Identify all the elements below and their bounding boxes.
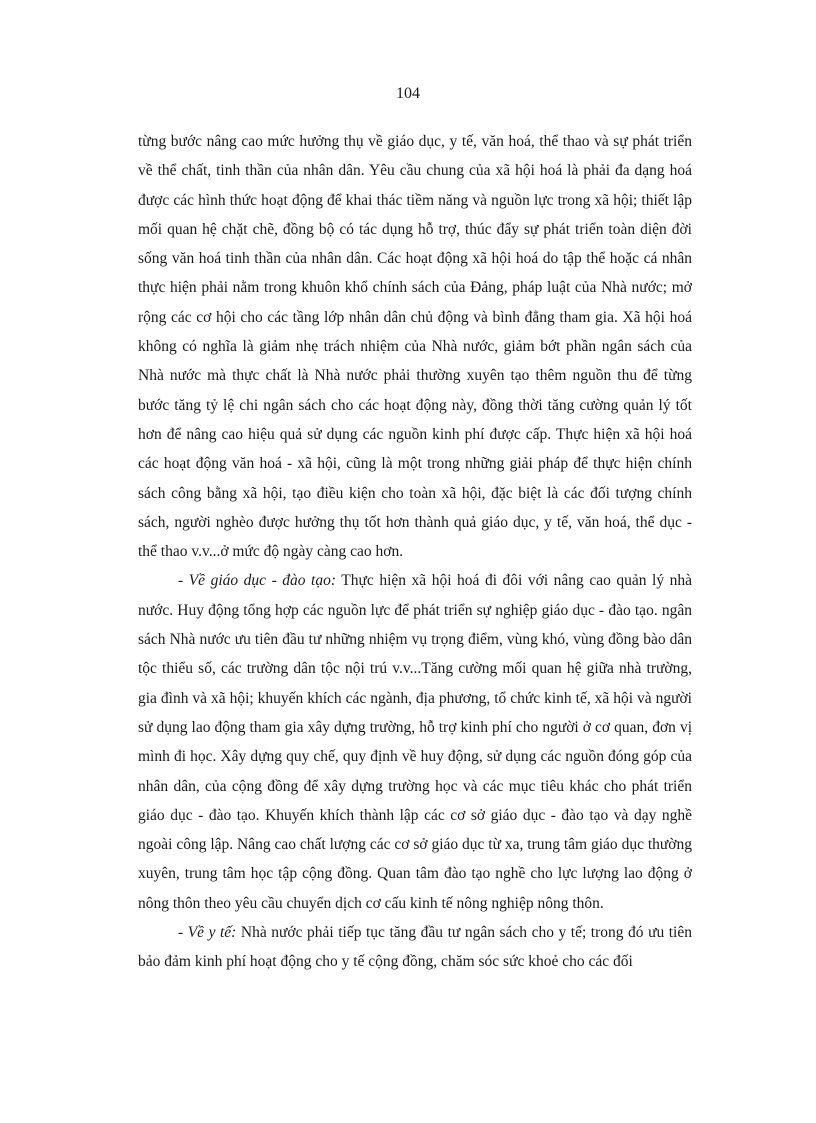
paragraph-education	[138, 566, 692, 918]
body-text	[138, 127, 692, 977]
paragraph-socialization-overview: từng bước nâng cao mức hưởng thụ về giáo dục, y tế, văn hoá, thể thao và sự phát triển về thể chất, tinh thần của nhân dân. Yêu cầu chung của xã hội hoá là phải đa dạng hoá được các hình thức hoạt động để khai thác tiềm năng và nguồn lực trong xã hội; thiết lập mối quan hệ chặt chẽ, đồng bộ có tác dụng hỗ trợ, thúc đẩy sự phát triển toàn diện đời sống văn hoá tinh thần của nhân dân. Các hoạt động xã hội hoá do tập thể hoặc cá nhân thực hiện phải nằm trong khuôn khổ chính sách của Đảng, pháp luật của Nhà nước; mở rộng các cơ hội cho các tầng lớp nhân dân chủ động và bình đẳng tham gia. Xã hội hoá không có nghĩa là giảm nhẹ trách nhiệm của Nhà nước, giảm bớt phần ngân sách của Nhà nước mà thực chất là Nhà nước phải thường xuyên tạo thêm nguồn thu để từng bước tăng tỷ lệ chi ngân sách cho các hoạt động này, đồng thời tăng cường quản lý tốt hơn để nâng cao hiệu quả sử dụng các nguồn kinh phí được cấp. Thực hiện xã hội hoá các hoạt động văn hoá - xã hội, cũng là một trong những giải pháp để thực hiện chính sách công bằng xã hội, tạo điều kiện cho toàn xã hội, đặc biệt là các đối tượng chính sách, người nghèo được hưởng thụ tốt hơn thành quả giáo dục, y tế, văn hoá, thể dục - thể thao v.v...ở mức độ ngày càng cao hơn.	[138, 133, 692, 561]
paragraph-health-body: Nhà nước phải tiếp tục tăng đầu tư ngân sách cho y tế; trong đó ưu tiên bảo đảm kinh phí hoạt động cho y tế cộng đồng, chăm sóc sức khoẻ cho các đối	[138, 924, 692, 971]
section-lead-education: - Về giáo dục - đào tạo:	[178, 572, 337, 590]
page-number: 104	[396, 85, 420, 102]
paragraph-education-body: Thực hiện xã hội hoá đi đôi với nâng cao quản lý nhà nước. Huy động tổng hợp các nguồn lực để phát triển sự nghiệp giáo dục - đào tạo. ngân sách Nhà nước ưu tiên đầu tư những nhiệm vụ trọng điểm, vùng khó, vùng đồng bào dân tộc thiểu số, các trường dân tộc nội trú v.v...Tăng cường mối quan hệ giữa nhà trường, gia đình và xã hội; khuyến khích các ngành, địa phương, tổ chức kinh tế, xã hội và người sử dụng lao động tham gia xây dựng trường, hỗ trợ kinh phí cho người ở cơ quan, đơn vị mình đi học. Xây dựng quy chế, quy định về huy động, sử dụng các nguồn đóng góp của nhân dân, của cộng đồng để xây dựng trường học và các mục tiêu khác cho phát triển giáo dục - đào tạo. Khuyến khích thành lập các cơ sở giáo dục - đào tạo và dạy nghề ngoài công lập. Nâng cao chất lượng các cơ sở giáo dục từ xa, trung tâm giáo dục thường xuyên, trung tâm học tập cộng đồng. Quan tâm đào tạo nghề cho lực lượng lao động ở nông thôn theo yêu cầu chuyển dịch cơ cấu kinh tế nông nghiệp nông thôn.	[138, 572, 692, 912]
paragraph-health	[138, 918, 692, 977]
section-lead-health: - Về y tế:	[178, 924, 237, 942]
